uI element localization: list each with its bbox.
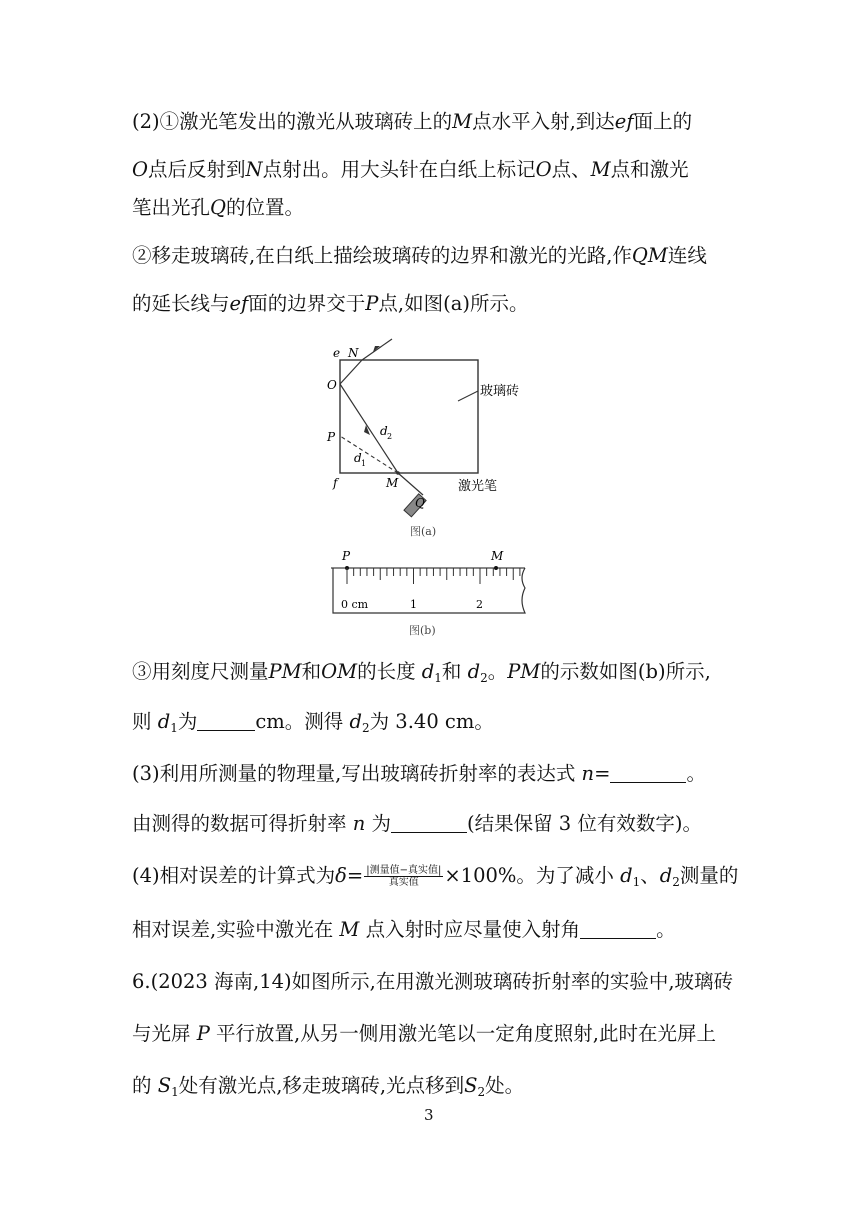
text: (3)利用所测量的物理量,写出玻璃砖折射率的表达式 (132, 762, 576, 785)
label-d2: d (380, 424, 388, 438)
var-om: OM (321, 660, 358, 683)
ray-out (362, 339, 392, 360)
tick-label-0: 0 cm (341, 598, 369, 611)
text: 由测得的数据可得折射率 (132, 812, 347, 835)
text-line-13 (132, 1022, 716, 1046)
var-d2: d (349, 710, 362, 733)
var-o: O (535, 158, 552, 181)
text: 的位置。 (226, 196, 305, 219)
text: 的长度 (357, 660, 416, 683)
text: 点水平入射,到达 (472, 110, 615, 133)
var-pm: PM (507, 660, 541, 683)
tick-label-2: 2 (476, 598, 483, 611)
sub: 1 (632, 875, 641, 889)
var-ef: ef (229, 292, 249, 315)
text: 处。 (485, 1074, 525, 1097)
label-d1: d (354, 451, 362, 465)
text-line-9 (132, 812, 702, 836)
ruler-ticks (347, 568, 520, 584)
text: 连线 (667, 244, 707, 267)
var-o: O (132, 158, 148, 181)
var-m: M (590, 158, 611, 181)
fraction-numerator: |测量值−真实值| (366, 865, 442, 876)
label-d2-sub: 2 (387, 432, 393, 441)
ray-qm (398, 473, 423, 495)
label-d1-sub: 1 (361, 459, 367, 468)
text: 面上的 (633, 110, 693, 133)
sub: 2 (672, 875, 680, 889)
sub: 2 (480, 671, 488, 685)
text: 点、 (551, 158, 591, 181)
text: 相对误差,实验中激光在 (132, 918, 334, 941)
text: ×100%。为了减小 (444, 864, 614, 887)
sub: 2 (477, 1085, 486, 1099)
var-s1: S (157, 1074, 172, 1097)
formula-fraction (364, 865, 443, 888)
label-q: Q (415, 496, 425, 510)
var-p: P (196, 1022, 210, 1045)
text: 为 (371, 812, 391, 835)
text: cm。测得 (255, 710, 344, 733)
var-d2: d (467, 660, 481, 683)
var-d1: d (157, 710, 171, 733)
text: 平行放置,从另一侧用激光笔以一定角度照射,此时在光屏上 (216, 1022, 716, 1045)
text: = (594, 762, 611, 785)
tick-label-1: 1 (410, 598, 417, 611)
arrow-out (373, 346, 380, 352)
text-line-3 (132, 196, 304, 220)
var-pm: PM (268, 660, 302, 683)
sub: 1 (171, 1085, 179, 1099)
text: 为 3.40 cm。 (369, 710, 494, 733)
text: 。 (686, 762, 706, 785)
answer-blank[interactable] (197, 712, 255, 731)
glass-pointer (458, 391, 478, 401)
text: 处有激光点,移走玻璃砖,光点移到 (178, 1074, 465, 1097)
text: 和 (301, 660, 322, 683)
text: 点射出。用大头针在白纸上标记 (262, 158, 536, 181)
text-line-11 (132, 918, 676, 942)
label-m: M (386, 476, 399, 490)
text: 笔出光孔 (132, 196, 211, 219)
text-line-12 (132, 970, 733, 994)
sub: 1 (170, 721, 178, 735)
text-line-8 (132, 762, 706, 786)
answer-blank[interactable] (391, 814, 467, 833)
label-n: N (348, 346, 359, 360)
caption-b: 图(b) (409, 624, 436, 637)
label-p: P (327, 430, 336, 444)
text: 和 (441, 660, 462, 683)
caption-a: 图(a) (410, 525, 437, 538)
question-6-text: 6.(2023 海南,14)如图所示,在用激光测玻璃砖折射率的实验中,玻璃砖 (132, 970, 734, 993)
var-d2: d (659, 864, 673, 887)
text-line-7 (132, 710, 494, 740)
text: (4)相对误差的计算式为 (132, 864, 336, 887)
ray-mo (340, 384, 398, 473)
label-m: M (491, 549, 504, 563)
text: (2)①激光笔发出的激光从玻璃砖上的 (132, 110, 453, 133)
label-glass: 玻璃砖 (480, 384, 520, 399)
var-n: n (581, 762, 595, 785)
text: 的 (132, 1074, 152, 1097)
answer-blank[interactable] (580, 920, 656, 939)
figure-a (300, 335, 550, 547)
var-qm: QM (631, 244, 668, 267)
text-line-1 (132, 110, 692, 134)
text: 测量的 (679, 864, 739, 887)
label-p: P (342, 549, 351, 563)
text: 点入射时应尽量使入射角 (365, 918, 581, 941)
point-m (396, 471, 400, 475)
text-line-5 (132, 292, 528, 316)
sub: 1 (434, 671, 442, 685)
label-f: f (333, 476, 338, 490)
text: (结果保留 3 位有效数字)。 (467, 812, 703, 835)
text: 为 (177, 710, 198, 733)
var-ef: ef (614, 110, 634, 133)
text-line-2 (132, 158, 689, 182)
var-m: M (452, 110, 473, 133)
text: 点,如图(a)所示。 (378, 292, 529, 315)
answer-blank[interactable] (610, 764, 686, 783)
var-n: N (245, 158, 263, 181)
ray-extension (340, 436, 398, 473)
var-q: Q (210, 196, 227, 219)
figure-b (325, 548, 530, 640)
text-line-6 (132, 660, 711, 690)
label-laser: 激光笔 (458, 479, 498, 494)
var-d1: d (421, 660, 435, 683)
var-d1: d (620, 864, 633, 887)
text: ③用刻度尺测量 (132, 660, 269, 683)
label-e: e (333, 346, 341, 360)
text: 点后反射到 (148, 158, 246, 181)
text: ②移走玻璃砖,在白纸上描绘玻璃砖的边界和激光的光路,作 (132, 244, 632, 267)
sub: 2 (361, 721, 370, 735)
formula-delta: δ= (335, 864, 364, 887)
fraction-denominator: 真实值 (388, 877, 419, 888)
var-m: M (339, 918, 360, 941)
label-o: O (327, 378, 337, 392)
text: 的延长线与 (132, 292, 230, 315)
text: 则 (132, 710, 152, 733)
text-line-14 (132, 1074, 524, 1104)
text: 。 (656, 918, 676, 941)
var-s2: S (464, 1074, 478, 1097)
text: 点和激光 (610, 158, 689, 181)
text: 与光屏 (132, 1022, 191, 1045)
page-number: 3 (424, 1106, 434, 1124)
text: 。 (487, 660, 508, 683)
text-line-10 (132, 864, 738, 894)
text: 、 (640, 864, 660, 887)
text: 的示数如图(b)所示, (540, 660, 711, 683)
ray-on (340, 360, 362, 384)
text: 面的边界交于 (248, 292, 366, 315)
var-p: P (365, 292, 379, 315)
var-n: n (352, 812, 366, 835)
text-line-4 (132, 244, 707, 268)
